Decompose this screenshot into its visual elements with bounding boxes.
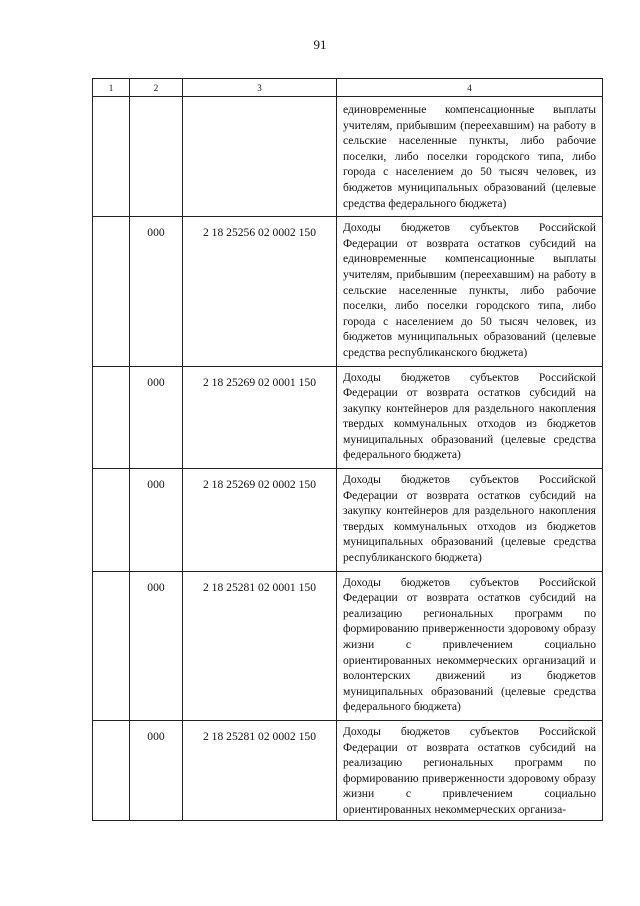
budget-code-cell bbox=[183, 97, 337, 217]
row-number-cell bbox=[93, 469, 130, 572]
row-number-cell bbox=[93, 97, 130, 217]
table-row bbox=[93, 720, 603, 820]
admin-code-cell bbox=[130, 97, 183, 217]
row-number-cell bbox=[93, 571, 130, 720]
column-header-1: 1 bbox=[93, 79, 130, 97]
description-cell: Доходы бюджетов субъектов Российской Федерации от возврата остатков субсидий на закупку контейнеров для раздельного накопления твердых коммунальных отходов из бюджетов муниципальных образований (целевые средства федерального бюджета) bbox=[337, 366, 603, 469]
budget-code-cell: 2 18 25269 02 0001 150 bbox=[183, 366, 337, 469]
column-header-3: 3 bbox=[183, 79, 337, 97]
table-row bbox=[93, 217, 603, 366]
row-number-cell bbox=[93, 366, 130, 469]
page-number: 91 bbox=[313, 37, 327, 52]
budget-revenue-table bbox=[92, 78, 603, 821]
description-text: Доходы бюджетов субъектов Российской Федерации от возврата остатков субсидий на реализацию региональных программ по формированию приверженности здоровому образу жизни с привлечением социально ориентированных некоммерческих организа- bbox=[343, 724, 596, 816]
description-cell: единовременные компенсационные выплаты учителям, прибывшим (переехавшим) на работу в сельские населенные пункты, либо рабочие поселки, либо поселки городского типа, либо города с населением до 50 тысяч человек, из бюджетов муниципальных образований (целевые средства федерального бюджета) bbox=[337, 97, 603, 217]
table-row bbox=[93, 571, 603, 720]
budget-code-cell: 2 18 25281 02 0002 150 bbox=[183, 720, 337, 820]
description-cell: Доходы бюджетов субъектов Российской Федерации от возврата остатков субсидий на единовременные компенсационные выплаты учителям, прибывшим (переехавшим) на работу в сельские населенные пункты, либо рабочие поселки, либо поселки городского типа, либо города с населением до 50 тысяч человек, из бюджетов муниципальных образований (целевые средства республиканского бюджета) bbox=[337, 217, 603, 366]
budget-code-cell: 2 18 25269 02 0002 150 bbox=[183, 469, 337, 572]
row-number-cell bbox=[93, 217, 130, 366]
admin-code-cell: 000 bbox=[130, 217, 183, 366]
table-header-row bbox=[93, 79, 603, 97]
table-row bbox=[93, 97, 603, 217]
column-header-2: 2 bbox=[130, 79, 183, 97]
description-cell: Доходы бюджетов субъектов Российской Федерации от возврата остатков субсидий на реализацию региональных программ по формированию приверженности здоровому образу жизни с привлечением социально ориентированных некоммерческих организаций и волонтерских движений из бюджетов муниципальных образований (целевые средства федерального бюджета) bbox=[337, 571, 603, 720]
budget-code-cell: 2 18 25281 02 0001 150 bbox=[183, 571, 337, 720]
admin-code-cell: 000 bbox=[130, 366, 183, 469]
description-cell: Доходы бюджетов субъектов Российской Федерации от возврата остатков субсидий на закупку контейнеров для раздельного накопления твердых коммунальных отходов из бюджетов муниципальных образований (целевые средства республиканского бюджета) bbox=[337, 469, 603, 572]
budget-code-cell: 2 18 25256 02 0002 150 bbox=[183, 217, 337, 366]
column-header-4: 4 bbox=[337, 79, 603, 97]
description-cell bbox=[337, 720, 603, 820]
admin-code-cell: 000 bbox=[130, 469, 183, 572]
row-number-cell bbox=[93, 720, 130, 820]
admin-code-cell: 000 bbox=[130, 720, 183, 820]
table-row bbox=[93, 366, 603, 469]
admin-code-cell: 000 bbox=[130, 571, 183, 720]
table-row bbox=[93, 469, 603, 572]
